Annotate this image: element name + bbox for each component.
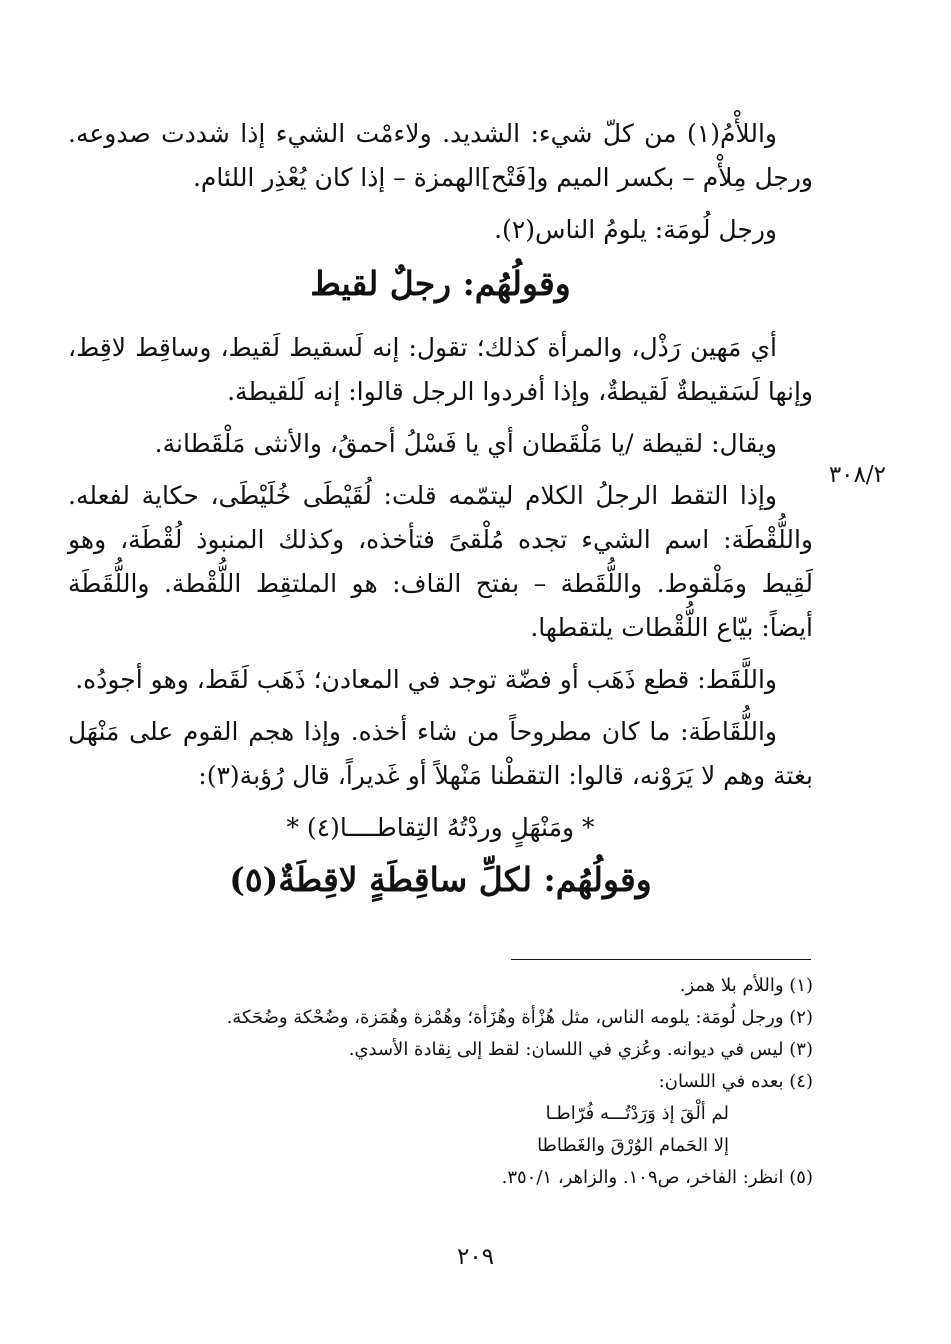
footnote-separator <box>511 959 811 960</box>
paragraph-iltaqata: وإذا التقط الرجلُ الكلام ليتمّمه قلت: لُقَيْطَى خُلَيْطَى، حكاية لفعله. واللُّقْطَة: اسم الشيء تجده مُلْقىً فتأخذه، وكذلك المنبوذ لُقْطَة، وهو لَقِيط ومَلْقوط. واللُّقَطة – بفتح القاف: هو الملتقِط اللُّقْطة. واللُّقَطَة أيضاً: بيّاع اللُّقْطات يلتقطها. <box>68 481 813 642</box>
footnote-5: (٥) انظر: الفاخر، ص١٠٩. والزاهر، ٣٥٠/١. <box>501 1167 813 1188</box>
paragraph-laqat: واللَّقَط: قطع ذَهَب أو فضّة توجد في المعادن؛ ذَهَب لَقَط، وهو أجودُه. <box>75 665 777 694</box>
footnote-3: (٣) ليس في ديوانه. وعُزي في اللسان: لقط إلى نِقادة الأسدي. <box>348 1039 813 1060</box>
margin-reference: ٣٠٨/٢ <box>828 462 886 488</box>
footnote-4-verse-1: لم ألْقَ إذ وَرَدْتُـــه فُرّاطـا <box>545 1103 729 1124</box>
page-number: ٢٠٩ <box>456 1244 495 1270</box>
section-heading-laqit: وقولُهُم: رجلٌ لقيط <box>310 264 571 303</box>
verse-line: * ومَنْهَلٍ وردْتُهُ التِقاطــــا(٤) * <box>286 813 595 842</box>
footnote-1: (١) واللأم بلا همز. <box>679 975 813 996</box>
section-heading-saqitah: وقولُهُم: لكلِّ ساقِطَةٍ لاقِطَةٌ(٥) <box>229 860 652 899</box>
paragraph-luqatah: واللُّقَاطَة: ما كان مطروحاً من شاء أخذه. وإذا هجم القوم على مَنْهَل بغتة وهم لا يَرَوْنه، قالوا: التقطْنا مَنْهلاً أو غَديراً، قال رُؤبة(٣): <box>68 717 813 790</box>
paragraph-mahin: أي مَهين رَذْل، والمرأة كذلك؛ تقول: إنه لَسقيط لَقيط، وساقِط لاقِط، وإنها لَسَقيطةٌ لَقيطةٌ، وإذا أفردوا الرجل قالوا: إنه لَلقيطة. <box>68 333 813 406</box>
paragraph-lam: واللأْمُ(١) من كلّ شيء: الشديد. ولاءمْت الشيء إذا شددت صدوعه. ورجل مِلأْم – بكسر الميم و[فَتْح]الهمزة – إذا كان يُعْذِر اللئام. <box>68 119 813 192</box>
paragraph-lumah: ورجل لُومَة: يلومُ الناس(٢). <box>494 215 777 244</box>
main-text <box>68 112 813 922</box>
footnote-2: (٢) ورجل لُومَة: يلومه الناس، مثل هُزْأة وهُزَأة؛ وهُمْزة وهُمَزة، وضُحْكة وضُحَكة. <box>226 1007 813 1028</box>
footnotes <box>68 970 813 1194</box>
footnote-4-verse-2: إلا الحَمام الوُرْقَ والغَطاطا <box>537 1135 729 1156</box>
footnote-4: (٤) بعده في اللسان: <box>658 1071 813 1092</box>
paragraph-malqatan: ويقال: لقيطة /يا مَلْقَطان أي يا فَسْلُ أحمقُ، والأنثى مَلْقَطانة. <box>154 429 777 458</box>
